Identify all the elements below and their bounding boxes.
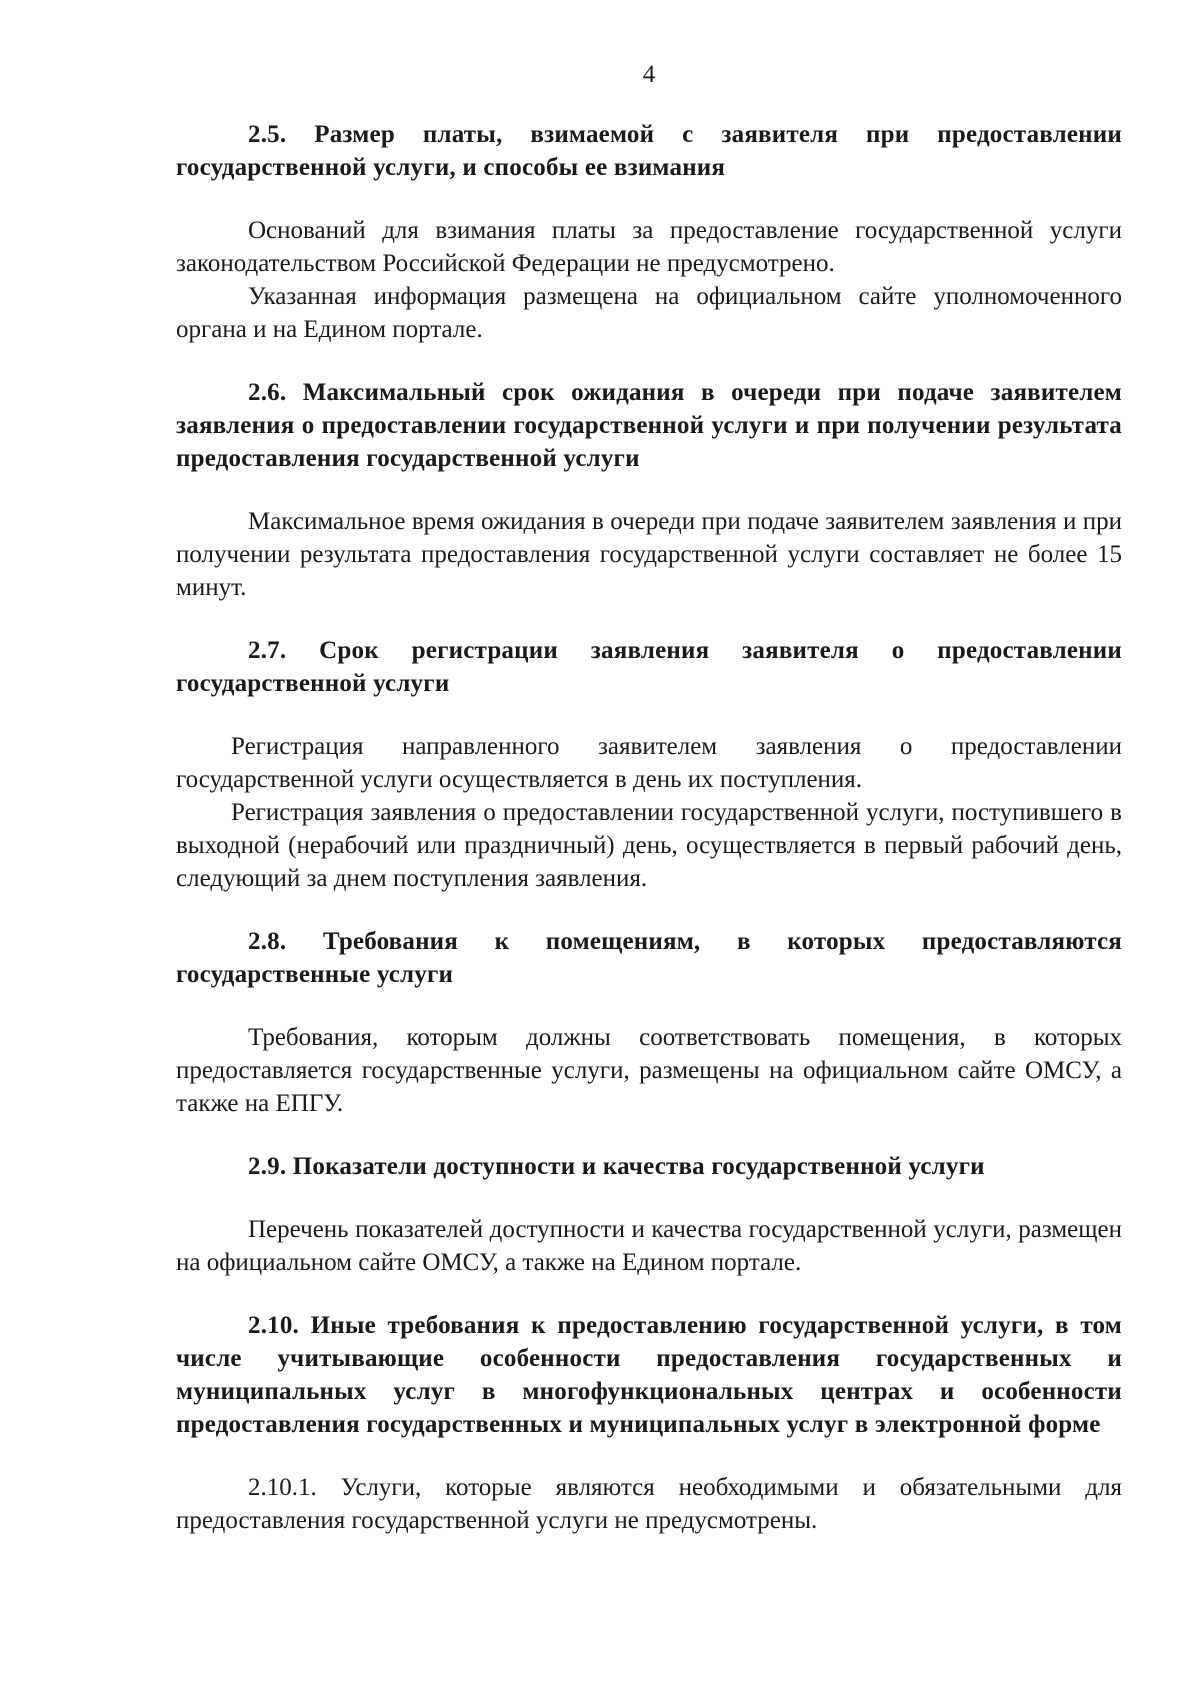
section-paragraph: Максимальное время ожидания в очереди при подаче заявителем заявления и при получении результата предоставления государственной услуги составляет не более 15 минут. [176,508,1122,601]
section-paragraph: Регистрация направленного заявителем заявления о предоставлении государственной услуги осуществляется в день их поступления. [176,733,1122,793]
section-2-7 [176,634,1122,895]
section-paragraph: Указанная информация размещена на официальном сайте уполномоченного органа и на Едином портале. [176,283,1122,343]
section-paragraph: Перечень показателей доступности и качества государственной услуги, размещен на официальном сайте ОМСУ, а также на Едином портале. [176,1216,1122,1276]
section-2-10 [176,1309,1122,1537]
section-paragraph: Требования, которым должны соответствовать помещения, в которых предоставляется государственные услуги, размещены на официальном сайте ОМСУ, а также на ЕПГУ. [176,1024,1122,1117]
section-paragraph: 2.10.1. Услуги, которые являются необходимыми и обязательными для предоставления государственной услуги не предусмотрены. [176,1474,1122,1534]
section-heading: 2.7. Срок регистрации заявления заявителя о предоставлении государственной услуги [176,637,1122,697]
document-page [176,60,1122,1537]
section-2-8 [176,925,1122,1120]
section-2-5 [176,118,1122,346]
section-paragraph: Регистрация заявления о предоставлении государственной услуги, поступившего в выходной (нерабочий или праздничный) день, осуществляется в первый рабочий день, следующий за днем поступления заявления. [176,799,1122,892]
section-2-6 [176,376,1122,604]
section-heading: 2.9. Показатели доступности и качества государственной услуги [248,1153,985,1180]
section-heading: 2.10. Иные требования к предоставлению государственной услуги, в том числе учитывающие особенности предоставления государственных и муниципальных услуг в многофункциональных центрах и особенности предоставления государственных и муниципальных услуг в электронной форме [176,1312,1122,1438]
section-heading: 2.6. Максимальный срок ожидания в очереди при подаче заявителем заявления о предоставлении государственной услуги и при получении результата предоставления государственной услуги [176,379,1122,472]
page-number: 4 [642,61,656,88]
section-paragraph: Оснований для взимания платы за предоставление государственной услуги законодательством Российской Федерации не предусмотрено. [176,217,1122,277]
section-2-9 [176,1150,1122,1279]
section-heading: 2.8. Требования к помещениям, в которых предоставляются государственные услуги [176,928,1122,988]
section-heading: 2.5. Размер платы, взимаемой с заявителя при предоставлении государственной услуги, и способы ее взимания [176,121,1122,181]
